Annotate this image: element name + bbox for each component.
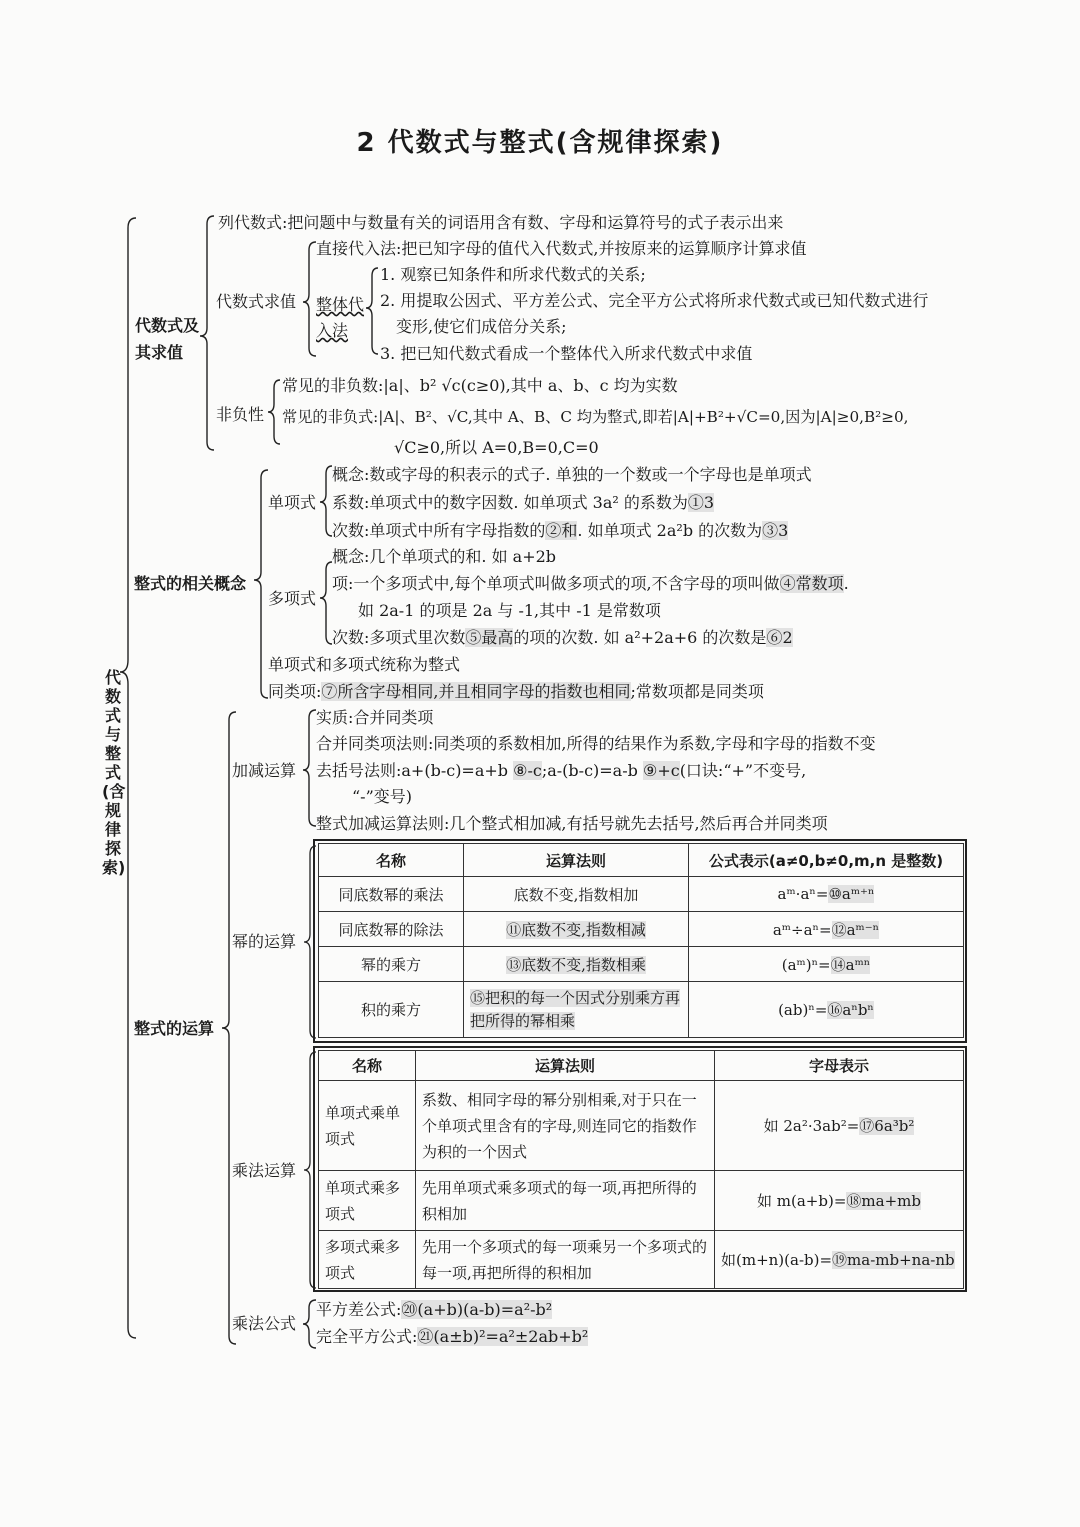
mi-label: 幂的运算 xyxy=(232,932,297,951)
feifu-expr: 常见的非负式:|A|、B²、√C,其中 A、B、C 均为整式,即若|A|+B²+√C=0,因为|A|≥0,B²≥0, xyxy=(282,408,909,426)
answer-17: ⑰6a³b² xyxy=(859,1117,915,1135)
t2-h-name: 名称 xyxy=(319,1051,416,1081)
direct-method: 直接代入法:把已知字母的值代入代数式,并按原来的运算顺序计算求值 xyxy=(316,239,807,258)
answer-16: ⑯aⁿbⁿ xyxy=(827,1001,874,1019)
answer-7: ⑦所含字母相同,并且相同字母的指数也相同 xyxy=(321,682,631,701)
t1-r2-name: 幂的乘方 xyxy=(319,947,464,982)
t1-r0-name: 同底数幂的乘法 xyxy=(319,877,464,912)
answer-10: ⑩aᵐ⁺ⁿ xyxy=(828,885,875,903)
t1-r3-formula: (ab)ⁿ=⑯aⁿbⁿ xyxy=(689,982,964,1038)
zhengti-label: 整体代入法 xyxy=(316,295,365,340)
answer-8: ⑧-c xyxy=(513,761,542,780)
t2-r1-letter: 如 m(a+b)=⑱ma+mb xyxy=(715,1171,964,1231)
t1-r2-formula: (aᵐ)ⁿ=⑭aᵐⁿ xyxy=(689,947,964,982)
t2-r1-rule: 先用单项式乘多项式的每一项,再把所得的积相加 xyxy=(416,1171,715,1231)
t1-r1-formula: aᵐ÷aⁿ=⑫aᵐ⁻ⁿ xyxy=(689,912,964,947)
zhengti-step2b: 变形,使它们成倍分关系; xyxy=(396,317,567,336)
answer-3: ③3 xyxy=(762,521,789,540)
gongshi-label: 乘法公式 xyxy=(232,1314,297,1333)
t1-r0-formula: aᵐ·aⁿ=⑩aᵐ⁺ⁿ xyxy=(689,877,964,912)
duo-label: 多项式 xyxy=(268,589,317,608)
answer-18: ⑱ma+mb xyxy=(846,1192,921,1210)
chengfa-table xyxy=(318,1050,964,1289)
jiajian-1: 实质:合并同类项 xyxy=(316,708,434,727)
jiajian-2: 合并同类项法则:同类项的系数相加,所得的结果作为系数,字母和字母的指数不变 xyxy=(316,734,876,753)
feifu-expr-cont: √C≥0,所以 A=0,B=0,C=0 xyxy=(394,438,599,457)
answer-5: ⑤最高 xyxy=(465,628,514,647)
page-title: 2 代数式与整式(含规律探索) xyxy=(356,128,724,158)
t2-h-rule: 运算法则 xyxy=(416,1051,715,1081)
qiuzhi-label: 代数式求值 xyxy=(216,292,297,311)
duo-term: 项:一个多项式中,每个单项式叫做多项式的项,不含字母的项叫做④常数项. xyxy=(332,574,849,593)
t1-r1-name: 同底数幂的除法 xyxy=(319,912,464,947)
zhengti-step2: 2. 用提取公因式、平方差公式、完全平方公式将所求代数式或已知代数式进行 xyxy=(380,291,929,310)
sec1-label: 代数式及其求值 xyxy=(135,316,200,362)
t1-h-rule: 运算法则 xyxy=(464,844,689,877)
jiajian-label: 加减运算 xyxy=(232,761,297,780)
t2-r1-name: 单项式乘多项式 xyxy=(319,1171,416,1231)
t2-r0-letter: 如 2a²·3ab²=⑰6a³b² xyxy=(715,1081,964,1171)
answer-14: ⑭aᵐⁿ xyxy=(830,955,871,974)
dan-label: 单项式 xyxy=(268,493,317,512)
t2-r2-rule: 先用一个多项式的每一项乘另一个多项式的每一项,再把所得的积相加 xyxy=(416,1231,715,1289)
jiajian-3b: “-”变号) xyxy=(352,787,413,806)
answer-6: ⑥2 xyxy=(766,628,793,647)
answer-21: ㉑(a±b)²=a²±2ab+b² xyxy=(417,1327,589,1346)
dan-concept: 概念:数或字母的积表示的式子. 单独的一个数或一个字母也是单项式 xyxy=(332,465,812,484)
t2-r2-name: 多项式乘多项式 xyxy=(319,1231,416,1289)
t2-r2-letter: 如(m+n)(a-b)=⑲ma-mb+na-nb xyxy=(715,1231,964,1289)
answer-12: ⑫aᵐ⁻ⁿ xyxy=(831,920,880,939)
vertical-main-label: 代数式与整式(含规律探索) xyxy=(102,668,126,877)
answer-1: ①3 xyxy=(687,493,715,512)
sec3-label: 整式的运算 xyxy=(134,1019,215,1038)
answer-2: ②和 xyxy=(545,521,578,540)
lie-daishushi: 列代数式:把问题中与数量有关的词语用含有数、字母和运算符号的式子表示出来 xyxy=(218,213,784,232)
feifu-num: 常见的非负数:|a|、b² √c(c≥0),其中 a、b、c 均为实数 xyxy=(282,376,678,395)
tonglei: 同类项:⑦所含字母相同,并且相同字母的指数也相同;常数项都是同类项 xyxy=(268,682,764,701)
wanquanpingfang: 完全平方公式:㉑(a±b)²=a²±2ab+b² xyxy=(316,1327,589,1346)
pingfangcha: 平方差公式:⑳(a+b)(a-b)=a²-b² xyxy=(316,1300,553,1319)
dan-degree: 次数:单项式中所有字母指数的②和. 如单项式 2a²b 的次数为③3 xyxy=(332,521,789,540)
sec2-label: 整式的相关概念 xyxy=(134,574,247,593)
jiajian-3: 去括号法则:a+(b-c)=a+b ⑧-c;a-(b-c)=a-b ⑨+c(口诀:“+”不变号, xyxy=(316,761,807,780)
t1-h-formula: 公式表示(a≠0,b≠0,m,n 是整数) xyxy=(689,844,964,877)
answer-13: ⑬底数不变,指数相乘 xyxy=(506,955,646,974)
duo-term-example: 如 2a-1 的项是 2a 与 -1,其中 -1 是常数项 xyxy=(358,601,661,620)
t1-r0-rule: 底数不变,指数相加 xyxy=(464,877,689,912)
answer-20: ⑳(a+b)(a-b)=a²-b² xyxy=(401,1300,553,1319)
duo-degree: 次数:多项式里次数⑤最高的项的次数. 如 a²+2a+6 的次数是⑥2 xyxy=(332,628,793,647)
t2-r0-name: 单项式乘单项式 xyxy=(319,1081,416,1171)
duo-concept: 概念:几个单项式的和. 如 a+2b xyxy=(332,547,557,566)
zhengti-step3: 3. 把已知代数式看成一个整体代入所求代数式中求值 xyxy=(380,344,753,363)
t1-r3-name: 积的乘方 xyxy=(319,982,464,1038)
answer-9: ⑨+c xyxy=(642,761,680,780)
feifu-label: 非负性 xyxy=(216,405,265,424)
chengfa-label: 乘法运算 xyxy=(232,1161,297,1180)
dan-coef: 系数:单项式中的数字因数. 如单项式 3a² 的系数为①3 xyxy=(332,493,715,512)
answer-19: ⑲ma-mb+na-nb xyxy=(832,1250,955,1269)
t1-h-name: 名称 xyxy=(319,844,464,877)
answer-11: ⑪底数不变,指数相减 xyxy=(506,920,646,939)
answer-4: ④常数项 xyxy=(779,574,844,593)
t2-r0-rule: 系数、相同字母的幂分别相乘,对于只在一个单项式里含有的字母,则连同它的指数作为积的一个因式 xyxy=(416,1081,715,1171)
t2-h-letter: 字母表示 xyxy=(715,1051,964,1081)
jiajian-4: 整式加减运算法则:几个整式相加减,有括号就先去括号,然后再合并同类项 xyxy=(316,814,828,833)
zhengti-step1: 1. 观察已知条件和所求代数式的关系; xyxy=(380,265,646,284)
zhengshi-def: 单项式和多项式统称为整式 xyxy=(268,655,461,674)
answer-15: ⑮把积的每一个因式分别乘方再把所得的幂相乘 xyxy=(470,988,681,1030)
